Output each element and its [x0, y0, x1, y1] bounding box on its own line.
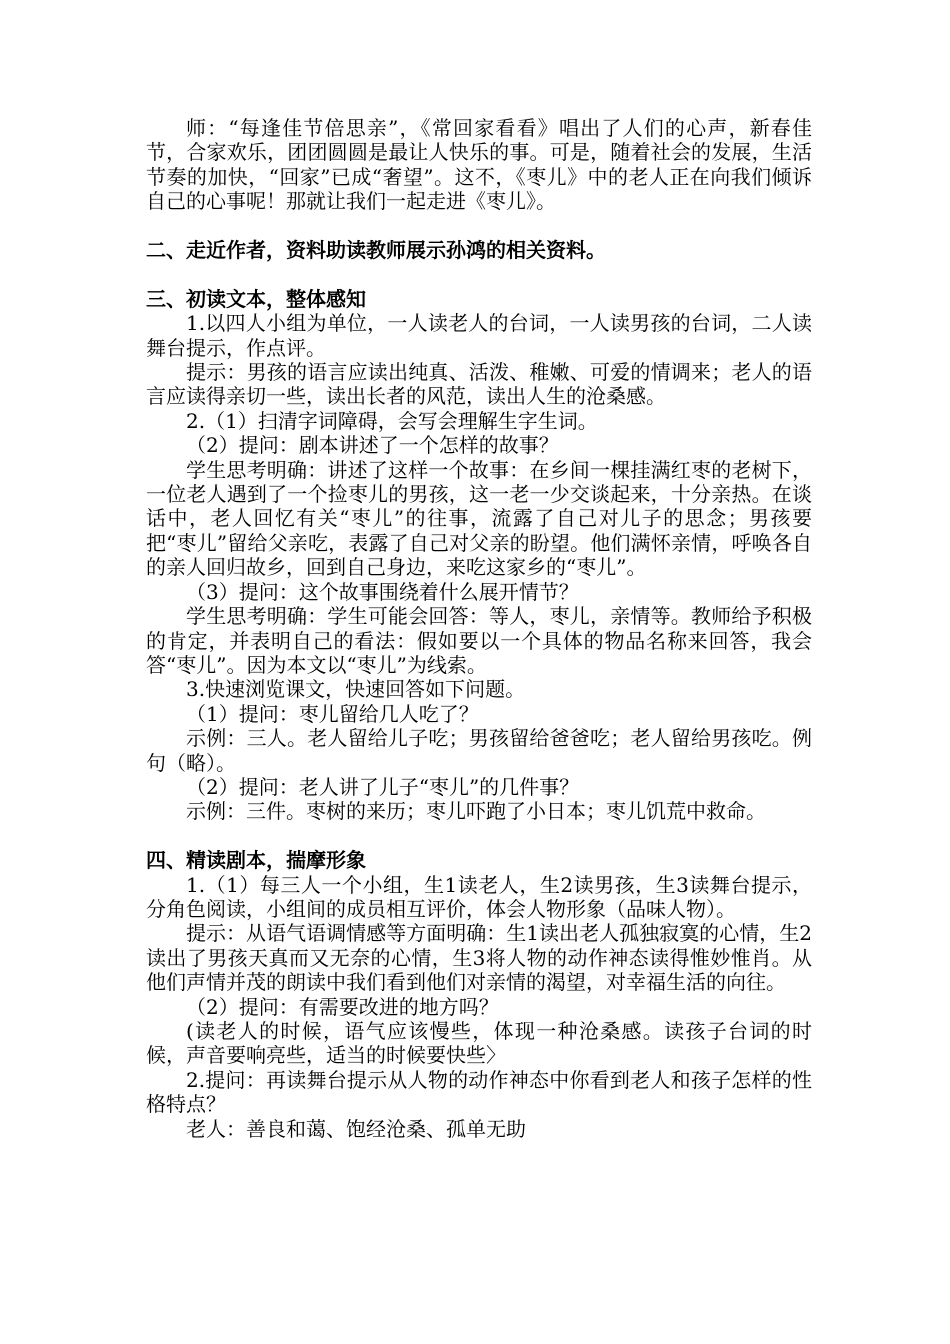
paragraph: 提示：男孩的语言应读出纯真、活泼、稚嫩、可爱的情调来；老人的语言应读得亲切一些，读出长者的风范，读出人生的沧桑感。 — [146, 360, 812, 409]
section-heading-2: 二、走近作者，资料助读教师展示孙鸿的相关资料。 — [146, 238, 606, 263]
paragraph: 1.以四人小组为单位，一人读老人的台词，一人读男孩的台词，二人读舞台提示，作点评。 — [146, 311, 812, 360]
paragraph: 1.（1）每三人一个小组，生1读老人，生2读男孩，生3读舞台提示，分角色阅读，小组间的成员相互评价，体会人物形象（品味人物）。 — [146, 872, 812, 921]
intro-paragraph: 师：“每逢佳节倍思亲”，《常回家看看》唱出了人们的心声，新春佳节，合家欢乐，团团圆圆是最让人快乐的事。可是，随着社会的发展，生活节奏的加快，“回家”已成“奢望”。这不，《枣儿》中的老人正在向我们倾诉自己的心事呢！那就让我们一起走进《枣儿》。 — [146, 116, 812, 214]
section-heading-4: 四、精读剧本，揣摩形象 — [146, 848, 366, 873]
paragraph: （2）提问：老人讲了儿子“枣儿”的几件事？ — [186, 774, 580, 799]
paragraph: 提示：从语气语调情感等方面明确：生1读出老人孤独寂寞的心情，生2读出了男孩天真而又无奈的心情，生3将人物的动作神态读得惟妙惟肖。从他们声情并茂的朗读中我们看到他们对亲情的渴望，对幸福生活的向往。 — [146, 921, 812, 995]
paragraph: (读老人的时候，语气应该慢些，体现一种沧桑感。读孩子台词的时候，声音要响亮些，适当的时候要快些〉 — [146, 1018, 812, 1068]
paragraph: （1）提问：枣儿留给几人吃了？ — [186, 701, 479, 726]
paragraph: 示例：三人。老人留给儿子吃；男孩留给爸爸吃；老人留给男孩吃。例句（略）。 — [146, 726, 812, 775]
paragraph: 2.（1）扫清字词障碍，会写会理解生字生词。 — [186, 408, 598, 433]
paragraph: 学生思考明确：学生可能会回答：等人，枣儿，亲情等。教师给予积极的肯定，并表明自己的看法：假如要以一个具体的物品名称来回答，我会答“枣儿”。因为本文以“枣儿”为线索。 — [146, 604, 812, 677]
document-body — [146, 116, 812, 1141]
paragraph: 2.提问：再读舞台提示从人物的动作神态中你看到老人和孩子怎样的性格特点？ — [146, 1067, 812, 1117]
paragraph: （3）提问：这个故事围绕着什么展开情节？ — [186, 579, 579, 604]
paragraph: 示例：三件。枣树的来历；枣儿吓跑了小日本；枣儿饥荒中救命。 — [186, 799, 766, 824]
blank-line — [146, 214, 812, 238]
section-heading-3: 三、初读文本，整体感知 — [146, 286, 366, 311]
blank-line — [146, 824, 812, 848]
paragraph: 老人：善良和蔼、饱经沧桑、孤单无助 — [186, 1116, 526, 1141]
paragraph: （2）提问：剧本讲述了一个怎样的故事？ — [186, 433, 559, 458]
blank-line — [146, 262, 812, 286]
paragraph: （2）提问：有需要改进的地方吗？ — [186, 994, 499, 1019]
paragraph: 3.快速浏览课文，快速回答如下问题。 — [186, 677, 526, 702]
paragraph: 学生思考明确：讲述了这样一个故事：在乡间一棵挂满红枣的老树下，一位老人遇到了一个捡枣儿的男孩，这一老一少交谈起来，十分亲热。在谈话中，老人回忆有关“枣儿”的往事，流露了自己对儿子的思念；男孩要把“枣儿”留给父亲吃，表露了自己对父亲的盼望。他们满怀亲情，呼唤各自的亲人回归故乡，回到自己身边，来吃这家乡的“枣儿”。 — [146, 457, 812, 580]
